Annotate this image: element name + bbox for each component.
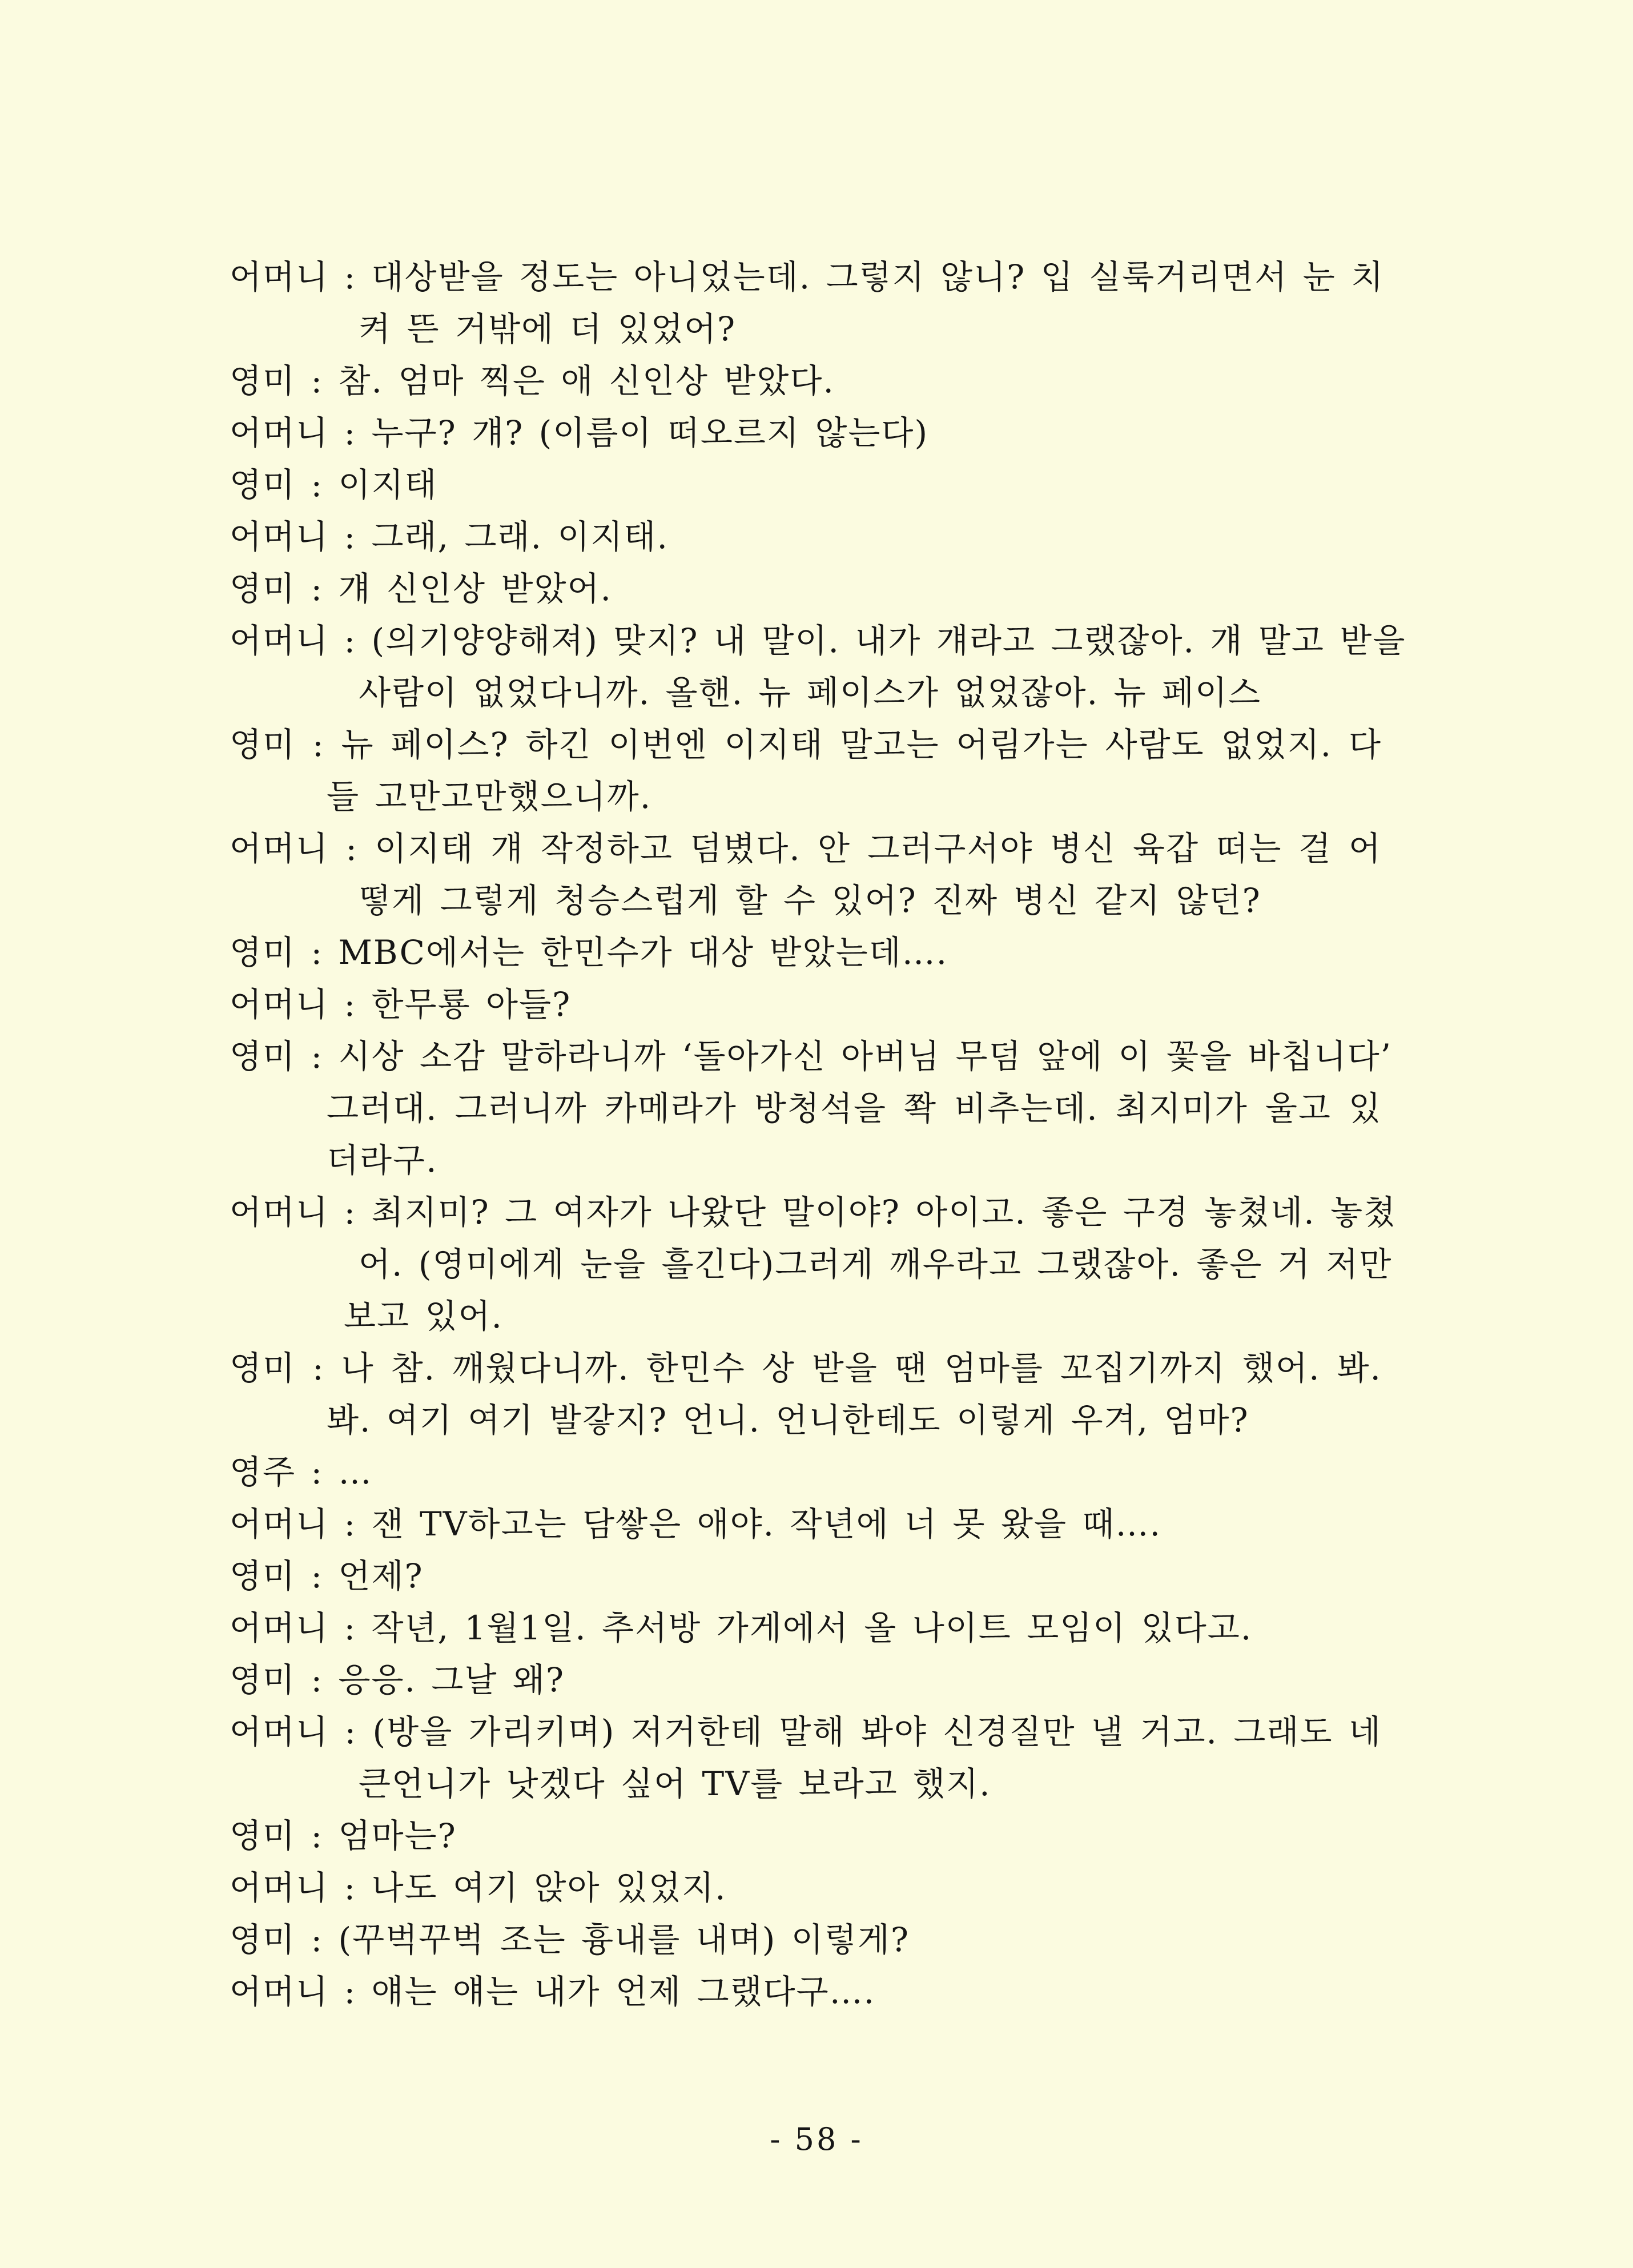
speaker-name: 영주 xyxy=(230,1453,296,1491)
dialogue-line: 영주 : … xyxy=(230,1453,373,1491)
dialogue-text: 이지태 xyxy=(338,465,438,504)
dialogue-text: 그래, 그래. 이지태. xyxy=(371,517,669,556)
speaker-name: 영미 xyxy=(230,725,296,764)
dialogue-text: (꾸벅꾸벅 조는 흉내를 내며) 이렇게? xyxy=(338,1920,910,1959)
dialogue-continuation: 사람이 없었다니까. 올핸. 뉴 페이스가 없었잖아. 뉴 페이스 xyxy=(359,673,1262,712)
dialogue-line: 영미 : 참. 엄마 찍은 애 신인상 받았다. xyxy=(230,361,835,400)
dialogue-line: 영미 : 시상 소감 말하라니까 ‘돌아가신 아버님 무덤 앞에 이 꽃을 바칩니다’ xyxy=(230,1037,1393,1076)
dialogue-continuation: 그러대. 그러니까 카메라가 방청석을 쫙 비추는데. 최지미가 울고 있 xyxy=(327,1089,1382,1128)
dialogue-line: 어머니 : 잰 TV하고는 담쌓은 애야. 작년에 너 못 왔을 때…. xyxy=(230,1505,1161,1543)
page-number: - 58 - xyxy=(770,2121,863,2157)
dialogue-text: 잰 TV하고는 담쌓은 애야. 작년에 너 못 왔을 때…. xyxy=(371,1505,1161,1543)
dialogue-line: 영미 : 걔 신인상 받았어. xyxy=(230,569,612,608)
speaker-name: 영미 xyxy=(230,1557,296,1595)
dialogue-text: 한무룡 아들? xyxy=(371,985,572,1024)
dialogue-text: 엄마는? xyxy=(338,1816,457,1855)
dialogue-continuation: 켜 뜬 거밖에 더 있었어? xyxy=(359,309,737,348)
dialogue-line: 어머니 : 최지미? 그 여자가 나왔단 말이야? 아이고. 좋은 구경 놓쳤네. 놓쳤 xyxy=(230,1193,1397,1232)
dialogue-text: 작년, 1월1일. 추서방 가게에서 올 나이트 모임이 있다고. xyxy=(371,1608,1253,1647)
dialogue-text: … xyxy=(338,1453,373,1491)
dialogue-text: 얘는 얘는 내가 언제 그랬다구…. xyxy=(371,1972,876,2011)
speaker-name: 어머니 xyxy=(230,1505,329,1543)
dialogue-line: 어머니 : 얘는 얘는 내가 언제 그랬다구…. xyxy=(230,1972,876,2011)
speaker-name: 어머니 xyxy=(230,517,329,556)
speaker-name: 어머니 xyxy=(230,1712,329,1751)
dialogue-line: 어머니 : 누구? 걔? (이름이 떠오르지 않는다) xyxy=(230,413,929,452)
dialogue-text: 뉴 페이스? 하긴 이번엔 이지태 말고는 어림가는 사람도 없었지. 다 xyxy=(341,725,1382,764)
speaker-name: 어머니 xyxy=(230,1608,329,1647)
dialogue-line: 어머니 : (방을 가리키며) 저거한테 말해 봐야 신경질만 낼 거고. 그래도 네 xyxy=(230,1712,1382,1751)
speaker-name: 영미 xyxy=(230,465,296,504)
dialogue-line: 영미 : 언제? xyxy=(230,1557,424,1595)
dialogue-line: 어머니 : 이지태 걔 작정하고 덤볐다. 안 그러구서야 병신 육갑 떠는 걸 어 xyxy=(230,829,1382,868)
speaker-name: 영미 xyxy=(230,361,296,400)
dialogue-line: 영미 : 뉴 페이스? 하긴 이번엔 이지태 말고는 어림가는 사람도 없었지. 다 xyxy=(230,725,1382,764)
speaker-name: 영미 xyxy=(230,933,296,972)
dialogue-text: 나 참. 깨웠다니까. 한민수 상 받을 땐 엄마를 꼬집기까지 했어. 봐. xyxy=(341,1349,1382,1388)
speaker-name: 영미 xyxy=(230,569,296,608)
speaker-name: 어머니 xyxy=(230,1972,329,2011)
dialogue-text: 참. 엄마 찍은 애 신인상 받았다. xyxy=(338,361,835,400)
dialogue-line: 어머니 : 그래, 그래. 이지태. xyxy=(230,517,669,556)
dialogue-continuation: 큰언니가 낫겠다 싶어 TV를 보라고 했지. xyxy=(359,1764,991,1803)
dialogue-continuation: 더라구. xyxy=(327,1141,438,1180)
speaker-name: 영미 xyxy=(230,1037,296,1076)
speaker-name: 어머니 xyxy=(230,1193,329,1232)
dialogue-text: 걔 신인상 받았어. xyxy=(338,569,612,608)
dialogue-text: 시상 소감 말하라니까 ‘돌아가신 아버님 무덤 앞에 이 꽃을 바칩니다’ xyxy=(338,1037,1393,1076)
dialogue-text: (방을 가리키며) 저거한테 말해 봐야 신경질만 낼 거고. 그래도 네 xyxy=(372,1712,1382,1751)
dialogue-continuation: 어. (영미에게 눈을 흘긴다)그러게 깨우라고 그랬잖아. 좋은 거 저만 xyxy=(359,1245,1393,1284)
dialogue-text: 응응. 그날 왜? xyxy=(338,1660,565,1699)
speaker-name: 어머니 xyxy=(230,621,329,660)
dialogue-text: 최지미? 그 여자가 나왔단 말이야? 아이고. 좋은 구경 놓쳤네. 놓쳤 xyxy=(371,1193,1397,1232)
dialogue-continuation: 봐. 여기 여기 발갛지? 언니. 언니한테도 이렇게 우겨, 엄마? xyxy=(327,1401,1249,1439)
dialogue-line: 어머니 : 대상받을 정도는 아니었는데. 그렇지 않니? 입 실룩거리면서 눈 치 xyxy=(230,258,1385,296)
speaker-name: 영미 xyxy=(230,1920,296,1959)
dialogue-line: 어머니 : 한무룡 아들? xyxy=(230,985,572,1024)
dialogue-line: 영미 : MBC에서는 한민수가 대상 받았는데…. xyxy=(230,933,948,972)
dialogue-line: 어머니 : (의기양양해져) 맞지? 내 말이. 내가 걔라고 그랬잖아. 걔 말고 받을 xyxy=(230,621,1406,660)
dialogue-text: (의기양양해져) 맞지? 내 말이. 내가 걔라고 그랬잖아. 걔 말고 받을 xyxy=(371,621,1406,660)
dialogue-continuation: 보고 있어. xyxy=(344,1297,503,1336)
speaker-name: 영미 xyxy=(230,1660,296,1699)
dialogue-text: 누구? 걔? (이름이 떠오르지 않는다) xyxy=(371,413,929,452)
dialogue-line: 영미 : 엄마는? xyxy=(230,1816,457,1855)
speaker-name: 영미 xyxy=(230,1816,296,1855)
speaker-name: 어머니 xyxy=(230,258,329,296)
speaker-name: 어머니 xyxy=(230,985,329,1024)
dialogue-line: 어머니 : 작년, 1월1일. 추서방 가게에서 올 나이트 모임이 있다고. xyxy=(230,1608,1253,1647)
script-body xyxy=(230,251,1406,2018)
dialogue-continuation: 떻게 그렇게 청승스럽게 할 수 있어? 진짜 병신 같지 않던? xyxy=(359,881,1261,920)
speaker-name: 어머니 xyxy=(230,1868,329,1907)
dialogue-line: 영미 : 응응. 그날 왜? xyxy=(230,1660,565,1699)
dialogue-line: 영미 : 나 참. 깨웠다니까. 한민수 상 받을 땐 엄마를 꼬집기까지 했어. 봐. xyxy=(230,1349,1382,1388)
dialogue-text: 대상받을 정도는 아니었는데. 그렇지 않니? 입 실룩거리면서 눈 치 xyxy=(371,258,1385,296)
dialogue-text: 언제? xyxy=(338,1557,424,1595)
dialogue-line: 영미 : 이지태 xyxy=(230,465,438,504)
dialogue-line: 어머니 : 나도 여기 앉아 있었지. xyxy=(230,1868,727,1907)
speaker-name: 영미 xyxy=(230,1349,296,1388)
speaker-name: 어머니 xyxy=(230,413,329,452)
dialogue-line: 영미 : (꾸벅꾸벅 조는 흉내를 내며) 이렇게? xyxy=(230,1920,910,1959)
dialogue-text: MBC에서는 한민수가 대상 받았는데…. xyxy=(338,933,948,972)
dialogue-text: 이지태 걔 작정하고 덤볐다. 안 그러구서야 병신 육갑 떠는 걸 어 xyxy=(375,829,1382,868)
dialogue-text: 나도 여기 앉아 있었지. xyxy=(371,1868,727,1907)
speaker-name: 어머니 xyxy=(230,829,329,868)
dialogue-continuation: 들 고만고만했으니까. xyxy=(327,777,652,816)
